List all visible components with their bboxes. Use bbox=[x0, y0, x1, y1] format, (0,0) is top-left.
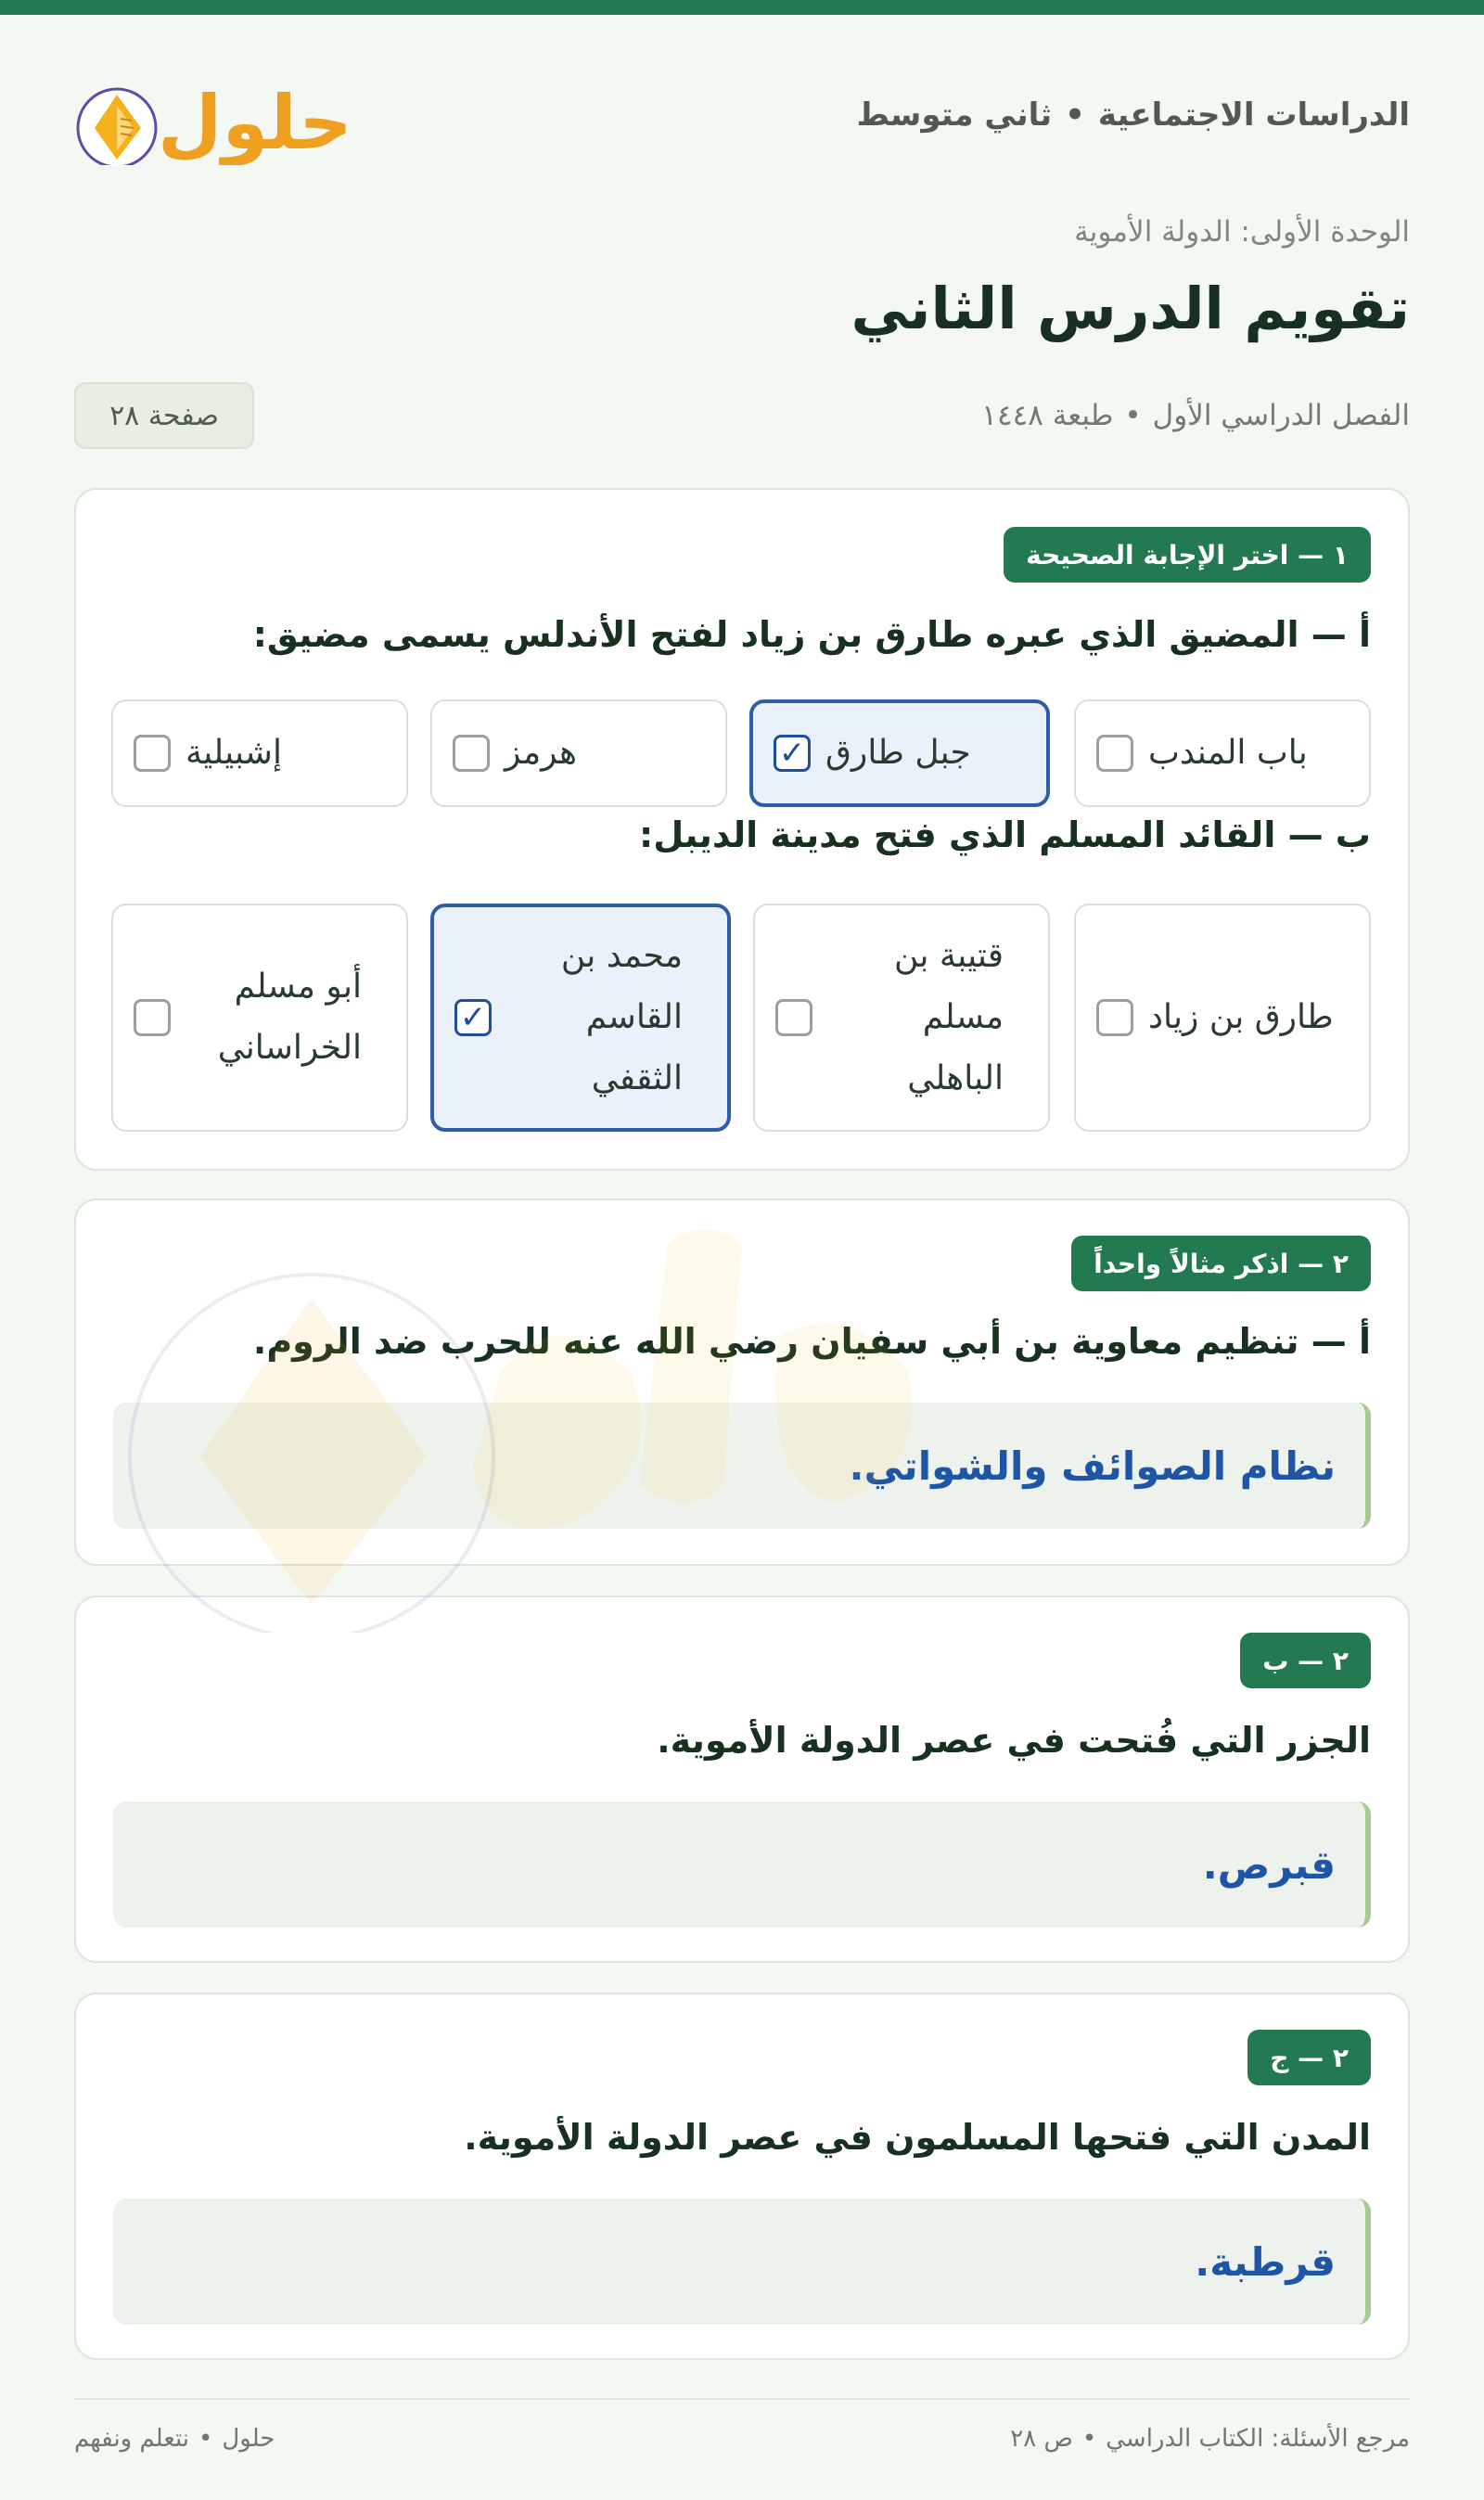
section-badge: ٢ — ب bbox=[1240, 1633, 1371, 1688]
section-give-example-b bbox=[74, 1596, 1410, 1963]
answer-box bbox=[113, 1403, 1371, 1529]
unit-label: الوحدة الأولى: الدولة الأموية bbox=[1074, 215, 1410, 249]
question-a-text: أ — المضيق الذي عبره طارق بن زياد لفتح الأندلس يسمى مضيق: bbox=[252, 614, 1371, 655]
option-label: محمد بن القاسم الثقفي bbox=[560, 937, 683, 1097]
answer-box bbox=[113, 2199, 1371, 2325]
checkbox[interactable] bbox=[1096, 999, 1133, 1036]
footer-separator: • bbox=[198, 2425, 213, 2453]
answer-text: نظام الصوائف والشواتي. bbox=[849, 1442, 1336, 1489]
header-title bbox=[857, 96, 1411, 134]
option-a-2[interactable] bbox=[749, 699, 1050, 807]
meta-separator: • bbox=[1124, 399, 1142, 432]
check-mark-icon: ✓ bbox=[459, 999, 487, 1036]
page-number-badge: صفحة ٢٨ bbox=[74, 382, 254, 449]
footer-separator: • bbox=[1081, 2425, 1097, 2453]
page-title: تقويم الدرس الثاني bbox=[851, 275, 1410, 342]
question-text: أ — تنظيم معاوية بن أبي سفيان رضي الله عنه للحرب ضد الروم. bbox=[252, 1321, 1371, 1362]
option-a-3[interactable] bbox=[430, 699, 727, 807]
footer-reference bbox=[1010, 2425, 1410, 2453]
question-text: المدن التي فتحها المسلمون في عصر الدولة الأموية. bbox=[464, 2117, 1371, 2158]
logo-text: حلول bbox=[158, 80, 352, 165]
top-accent-bar bbox=[0, 0, 1484, 15]
checkbox[interactable] bbox=[134, 999, 171, 1036]
option-label: باب المندب bbox=[1148, 734, 1308, 772]
footer-brand bbox=[74, 2425, 275, 2453]
logo[interactable] bbox=[74, 63, 352, 165]
question-text: الجزر التي فُتحت في عصر الدولة الأموية. bbox=[657, 1720, 1371, 1761]
option-a-1[interactable] bbox=[1074, 699, 1371, 807]
checkbox[interactable] bbox=[775, 999, 812, 1036]
footer-divider bbox=[74, 2398, 1410, 2400]
section-badge: ٢ — اذكر مثالاً واحداً bbox=[1071, 1236, 1371, 1291]
section-badge: ٢ — ج bbox=[1247, 2030, 1371, 2085]
answer-box bbox=[113, 1801, 1371, 1928]
edition-label: طبعة ١٤٤٨ bbox=[981, 399, 1114, 432]
header-separator: • bbox=[1065, 96, 1085, 134]
header-grade: ثاني متوسط bbox=[856, 96, 1053, 134]
header-subject: الدراسات الاجتماعية bbox=[1097, 96, 1410, 134]
footer-slogan: نتعلم ونفهم bbox=[74, 2425, 190, 2453]
checkbox[interactable] bbox=[453, 735, 490, 772]
option-label: جبل طارق bbox=[825, 734, 971, 772]
section-multiple-choice bbox=[74, 488, 1410, 1171]
option-label: طارق بن زياد bbox=[1148, 998, 1334, 1036]
page-meta bbox=[981, 399, 1410, 432]
semester-label: الفصل الدراسي الأول bbox=[1152, 399, 1410, 432]
check-mark-icon: ✓ bbox=[778, 735, 806, 772]
answer-text: قبرص. bbox=[1202, 1841, 1336, 1888]
option-a-4[interactable] bbox=[111, 699, 408, 807]
footer-page-ref: ص ٢٨ bbox=[1010, 2425, 1073, 2453]
option-b-4[interactable] bbox=[111, 904, 408, 1132]
option-label: أبو مسلم الخراساني bbox=[217, 968, 362, 1067]
option-label: قتيبة بن مسلم الباهلي bbox=[894, 937, 1004, 1097]
option-b-1[interactable] bbox=[1074, 904, 1371, 1132]
checkbox-checked[interactable] bbox=[454, 999, 492, 1036]
answer-text: قرطبة. bbox=[1195, 2238, 1336, 2285]
section-give-example-c bbox=[74, 1993, 1410, 2360]
option-b-2[interactable] bbox=[753, 904, 1050, 1132]
checkbox[interactable] bbox=[1096, 735, 1133, 772]
page-header bbox=[74, 15, 1410, 200]
question-b-text: ب — القائد المسلم الذي فتح مدينة الديبل: bbox=[639, 814, 1371, 855]
option-b-3[interactable] bbox=[430, 904, 731, 1132]
section-give-example-a bbox=[74, 1199, 1410, 1566]
footer-reference-text: مرجع الأسئلة: الكتاب الدراسي bbox=[1106, 2425, 1410, 2453]
footer-brand-name: حلول bbox=[222, 2425, 275, 2453]
checkbox-checked[interactable] bbox=[774, 735, 811, 772]
option-label: إشبيلية bbox=[186, 734, 282, 772]
section-badge: ١ — اختر الإجابة الصحيحة bbox=[1004, 527, 1371, 583]
option-label: هرمز bbox=[505, 734, 577, 772]
checkbox[interactable] bbox=[134, 735, 171, 772]
